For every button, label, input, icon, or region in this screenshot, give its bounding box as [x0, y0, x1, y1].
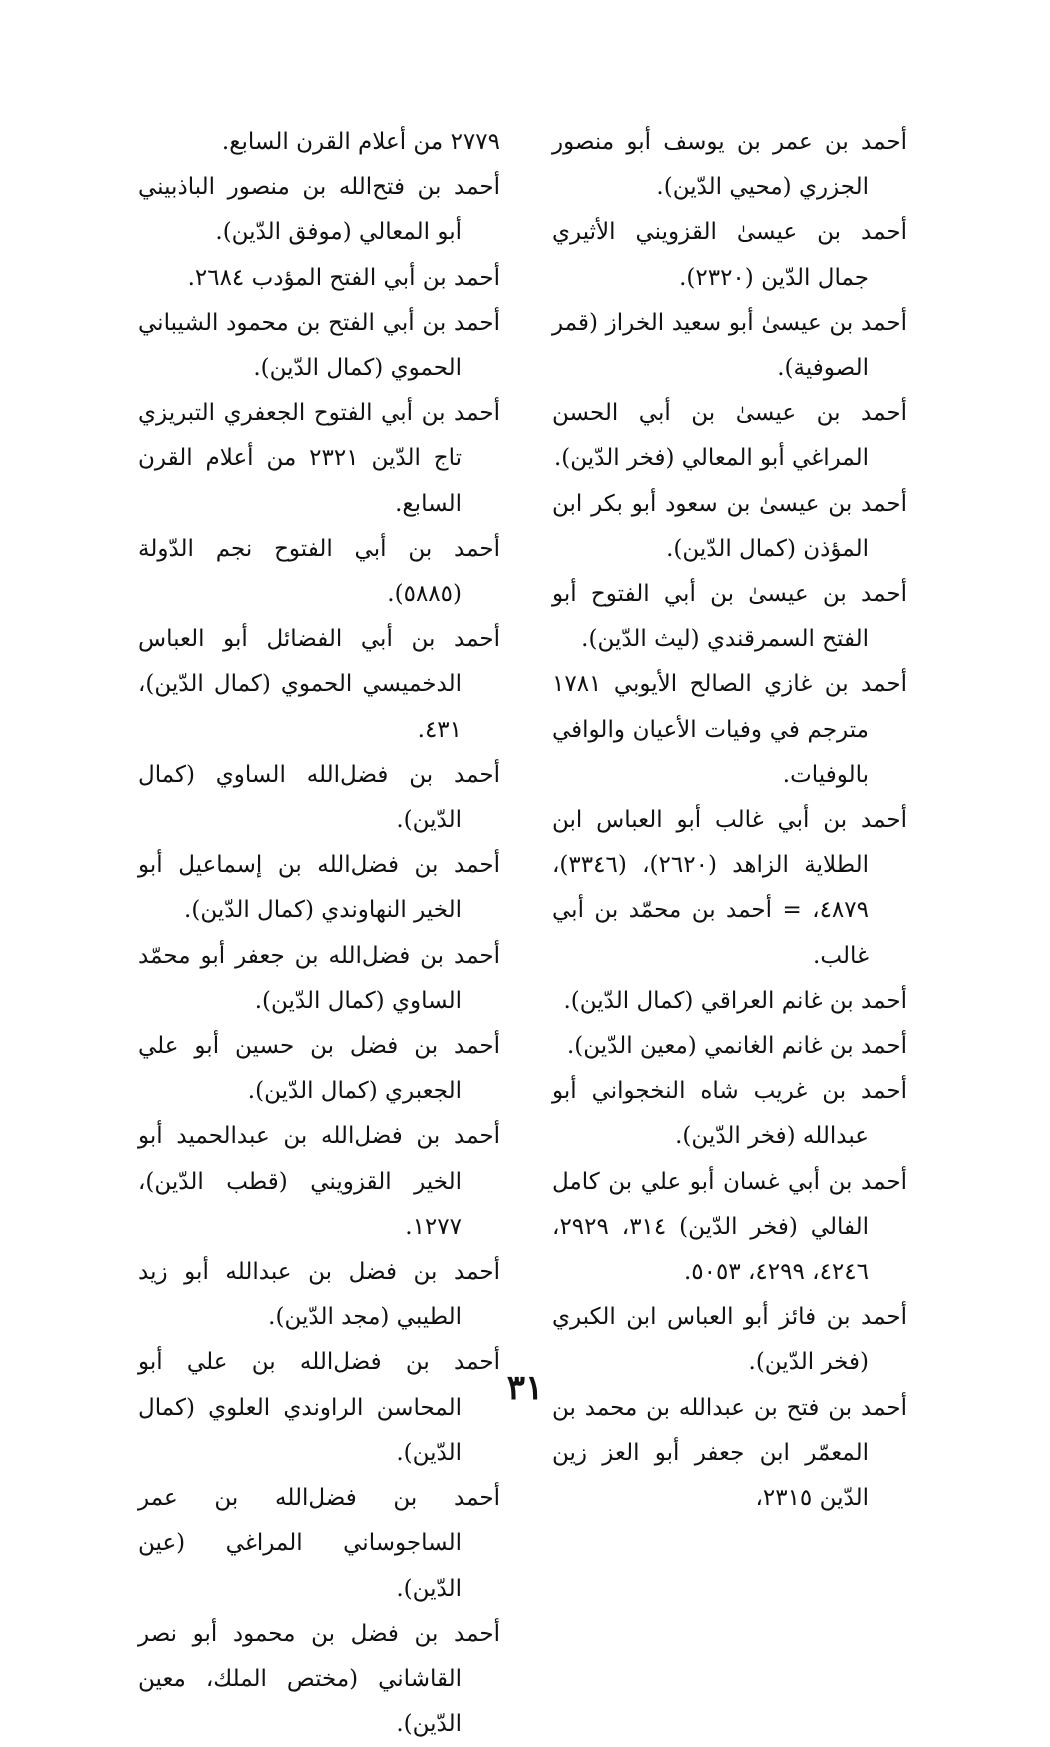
left-column: [138, 120, 500, 1747]
index-entry: أحمد بن فضل‌الله بن عبدالحميد أبو الخير القزويني (قطب الدّين)، ١٢٧٧.: [138, 1123, 500, 1240]
index-entry: أحمد بن غازي الصالح الأيوبي ١٧٨١ مترجم في وفيات الأعيان والوافي بالوفيات.: [552, 671, 907, 788]
index-entry: أحمد بن عيسىٰ أبو سعيد الخراز (قمر الصوفية).: [552, 309, 907, 382]
index-entry: أحمد بن أبي غسان أبو علي بن كامل الفالي (فخر الدّين) ٣١٤، ٢٩٢٩، ٤٢٤٦، ٤٢٩٩، ٥٠٥٣.: [552, 1168, 907, 1286]
index-entry: ٢٧٧٩ من أعلام القرن السابع.: [221, 129, 500, 155]
index-entry: أحمد بن فضل‌الله بن إسماعيل أبو الخير النهاوندي (كمال الدّين).: [138, 852, 500, 924]
index-entry: أحمد بن أبي غالب أبو العباس ابن الطلاية الزاهد (٢٦٢٠)، (٣٣٤٦)، ٤٨٧٩، = أحمد بن محمّد بن أبي غالب.: [552, 807, 907, 969]
index-entry: أحمد بن أبي الفتوح نجم الدّولة (٥٨٨٥).: [138, 535, 500, 608]
page-number: ٣١: [506, 1368, 544, 1408]
index-entry: أحمد بن فضل‌الله بن عمر الساجوساني المراغي (عين الدّين).: [138, 1485, 500, 1602]
index-entry: أحمد بن فضل‌الله الساوي (كمال الدّين).: [138, 761, 500, 834]
right-column: [552, 120, 907, 1521]
index-entry: أحمد بن فائز أبو العباس ابن الكبري (فخر الدّين).: [552, 1304, 907, 1376]
index-entry: أحمد بن فضل‌الله بن جعفر أبو محمّد الساوي (كمال الدّين).: [138, 942, 500, 1014]
index-entry: أحمد بن فضل بن محمود أبو نصر القاشاني (مختص الملك، معين الدّين).: [138, 1620, 500, 1738]
index-entry: أحمد بن أبي الفتح بن محمود الشيباني الحموي (كمال الدّين).: [138, 309, 500, 382]
index-entry: أحمد بن عيسىٰ بن سعود أبو بكر ابن المؤذن (كمال الدّين).: [552, 490, 907, 562]
index-entry: أحمد بن عيسىٰ القزويني الأثيري جمال الدّين (٢٣٢٠).: [552, 219, 907, 291]
index-entry: أحمد بن أبي الفضائل أبو العباس الدخميسي الحموي (كمال الدّين)، ٤٣١.: [138, 626, 500, 743]
index-entry: أحمد بن عيسىٰ بن أبي الحسن المراغي أبو المعالي (فخر الدّين).: [552, 400, 907, 472]
index-entry: أحمد بن فضل بن عبدالله أبو زيد الطيبي (مجد الدّين).: [138, 1259, 500, 1331]
index-entry: أحمد بن فضل‌الله بن علي أبو المحاسن الراوندي العلوي (كمال الدّين).: [138, 1349, 500, 1466]
index-entry: أحمد بن فضل بن حسين أبو علي الجعبري (كمال الدّين).: [138, 1033, 500, 1105]
index-entry: أحمد بن عمر بن يوسف أبو منصور الجزري (محيي الدّين).: [552, 129, 907, 201]
index-entry: أحمد بن فتح‌الله بن منصور الباذبيني أبو المعالي (موفق الدّين).: [138, 174, 500, 246]
index-entry: أحمد بن عيسىٰ بن أبي الفتوح أبو الفتح السمرقندي (ليث الدّين).: [552, 581, 907, 653]
index-entry: أحمد بن غانم العراقي (كمال الدّين).: [563, 987, 907, 1014]
index-entry: أحمد بن أبي الفتح المؤدب ٢٦٨٤.: [187, 264, 500, 291]
index-entry: أحمد بن غريب شاه النخجواني أبو عبدالله (فخر الدّين).: [552, 1078, 907, 1150]
index-entry: أحمد بن غانم الغانمي (معين الدّين).: [566, 1033, 907, 1060]
index-entry: أحمد بن فتح بن عبدالله بن محمد بن المعمّر ابن جعفر أبو العز زين الدّين ٢٣١٥،: [552, 1394, 907, 1512]
index-entry: أحمد بن أبي الفتوح الجعفري التبريزي تاج الدّين ٢٣٢١ من أعلام القرن السابع.: [138, 400, 500, 517]
